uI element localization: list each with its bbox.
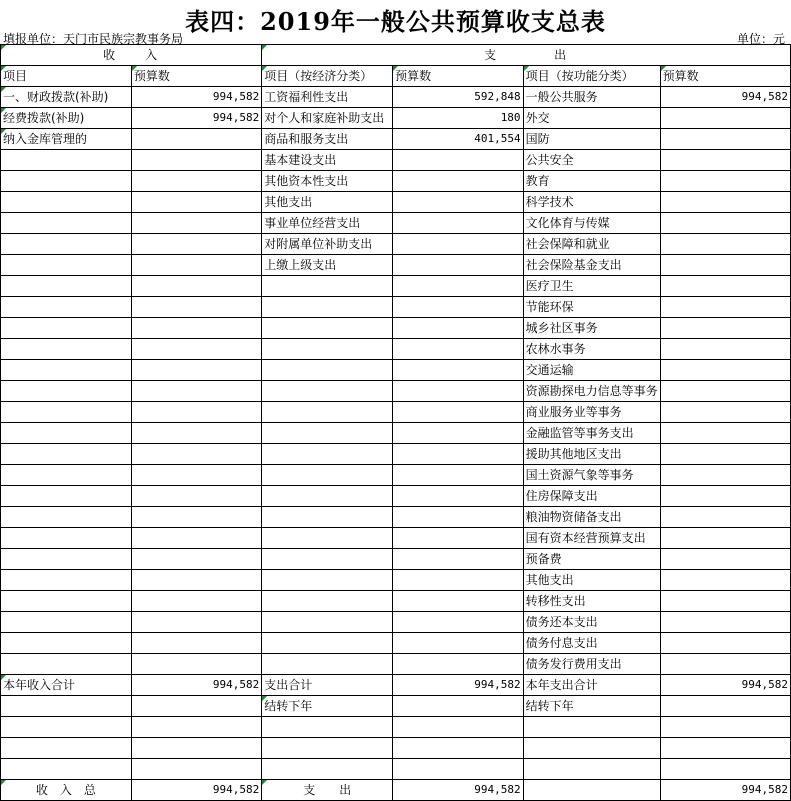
col-item-econ-header: 项目（按经济分类）: [262, 66, 393, 87]
totals-row: [1, 675, 791, 696]
func-item: 粮油物资储备支出: [523, 507, 660, 528]
econ-item-empty: [262, 486, 393, 507]
econ-total-value: 994,582: [393, 675, 523, 696]
table-row: [1, 108, 791, 129]
econ-item-empty: [262, 318, 393, 339]
func-item: 社会保险基金支出: [523, 255, 660, 276]
func-value: 994,582: [660, 87, 790, 108]
func-item: 国防: [523, 129, 660, 150]
econ-value-empty: [393, 465, 523, 486]
table-row: [1, 549, 791, 570]
econ-item-empty: [262, 381, 393, 402]
func-value: [660, 297, 790, 318]
econ-value-empty: [393, 486, 523, 507]
income-value-empty: [131, 612, 261, 633]
econ-value-empty: [393, 633, 523, 654]
func-total-label: 本年支出合计: [523, 675, 660, 696]
func-value: [660, 486, 790, 507]
func-item: 城乡社区事务: [523, 318, 660, 339]
func-item: 交通运输: [523, 360, 660, 381]
econ-value-empty: [393, 339, 523, 360]
econ-value-empty: [393, 318, 523, 339]
income-item-empty: [1, 507, 132, 528]
table-row: [1, 192, 791, 213]
income-item-empty: [1, 339, 132, 360]
col-budget-header: 预算数: [393, 66, 523, 87]
econ-value-empty: [393, 591, 523, 612]
empty-cell: [131, 696, 261, 717]
income-value-empty: [131, 591, 261, 612]
econ-item-empty: [262, 570, 393, 591]
func-value: [660, 213, 790, 234]
col-budget-header: 预算数: [131, 66, 261, 87]
econ-item-empty: [262, 444, 393, 465]
income-value: [131, 129, 261, 150]
econ-value: 180: [393, 108, 523, 129]
table-row: [1, 528, 791, 549]
econ-item-empty: [262, 654, 393, 675]
econ-item-empty: [262, 591, 393, 612]
empty-cell: [1, 717, 132, 738]
table-row: [1, 423, 791, 444]
func-item: 债务付息支出: [523, 633, 660, 654]
income-item-empty: [1, 570, 132, 591]
table-row: [1, 507, 791, 528]
empty-cell: [523, 738, 660, 759]
func-item: 国土资源气象等事务: [523, 465, 660, 486]
income-value-empty: [131, 549, 261, 570]
income-value: 994,582: [131, 87, 261, 108]
income-item-empty: [1, 381, 132, 402]
grand-total-row: [1, 780, 791, 801]
table-row: [1, 612, 791, 633]
income-value-empty: [131, 486, 261, 507]
econ-item-empty: [262, 297, 393, 318]
empty-cell: [660, 696, 790, 717]
func-item: 农林水事务: [523, 339, 660, 360]
table-row: [1, 465, 791, 486]
func-value: [660, 360, 790, 381]
col-item-func-header: 项目（按功能分类）: [523, 66, 660, 87]
income-item-empty: [1, 297, 132, 318]
income-value-empty: [131, 171, 261, 192]
income-item-empty: [1, 402, 132, 423]
econ-item-empty: [262, 612, 393, 633]
income-item: 一、财政拨款(补助): [1, 87, 132, 108]
func-item: 科学技术: [523, 192, 660, 213]
econ-item-empty: [262, 402, 393, 423]
table-row: [1, 234, 791, 255]
econ-value: [393, 213, 523, 234]
econ-total-label: 支出合计: [262, 675, 393, 696]
func-value: [660, 381, 790, 402]
econ-item-empty: [262, 276, 393, 297]
table-row: [1, 297, 791, 318]
econ-value-empty: [393, 654, 523, 675]
econ-item: 基本建设支出: [262, 150, 393, 171]
func-total-value: 994,582: [660, 675, 790, 696]
empty-cell: [1, 738, 132, 759]
func-value: [660, 339, 790, 360]
econ-value: 592,848: [393, 87, 523, 108]
empty-cell: [393, 696, 523, 717]
expense-header: 支 出: [262, 45, 791, 66]
table-row: [1, 87, 791, 108]
econ-value: [393, 255, 523, 276]
carry-func-label: 结转下年: [523, 696, 660, 717]
empty-cell: [393, 717, 523, 738]
econ-item-empty: [262, 465, 393, 486]
income-item-empty: [1, 171, 132, 192]
func-item: 转移性支出: [523, 591, 660, 612]
empty-cell: [660, 738, 790, 759]
income-item-empty: [1, 213, 132, 234]
econ-value: [393, 150, 523, 171]
empty-cell: [131, 759, 261, 780]
income-value-empty: [131, 570, 261, 591]
func-item: 预备费: [523, 549, 660, 570]
currency-unit: 单位：元: [736, 32, 785, 46]
econ-item-empty: [262, 423, 393, 444]
income-value-empty: [131, 528, 261, 549]
econ-value: [393, 192, 523, 213]
income-value-empty: [131, 150, 261, 171]
income-value-empty: [131, 234, 261, 255]
blank-row: [1, 717, 791, 738]
func-item: 债务发行费用支出: [523, 654, 660, 675]
table-row: [1, 150, 791, 171]
income-item: 经费拨款(补助): [1, 108, 132, 129]
income-item-empty: [1, 276, 132, 297]
income-item-empty: [1, 549, 132, 570]
econ-item: 工资福利性支出: [262, 87, 393, 108]
filing-unit: 填报单位：天门市民族宗教事务局: [3, 32, 184, 46]
econ-value-empty: [393, 570, 523, 591]
income-item-empty: [1, 465, 132, 486]
econ-value-empty: [393, 612, 523, 633]
table-row: [1, 360, 791, 381]
income-value-empty: [131, 297, 261, 318]
empty-cell: [660, 717, 790, 738]
income-item: 纳入金库管理的: [1, 129, 132, 150]
func-item: 国有资本经营预算支出: [523, 528, 660, 549]
econ-item: 上缴上级支出: [262, 255, 393, 276]
econ-item-empty: [262, 507, 393, 528]
blank-row: [1, 759, 791, 780]
func-value: [660, 570, 790, 591]
empty-cell: [131, 717, 261, 738]
income-item-empty: [1, 234, 132, 255]
func-item: 外交: [523, 108, 660, 129]
income-value-empty: [131, 192, 261, 213]
func-value: [660, 507, 790, 528]
income-item-empty: [1, 423, 132, 444]
income-value-empty: [131, 213, 261, 234]
table-row: [1, 654, 791, 675]
income-value-empty: [131, 633, 261, 654]
table-row: [1, 129, 791, 150]
func-value: [660, 402, 790, 423]
grand-income-label: 收 入 总: [1, 780, 132, 801]
econ-value-empty: [393, 360, 523, 381]
func-value: [660, 255, 790, 276]
empty-cell: [1, 696, 132, 717]
income-item-empty: [1, 486, 132, 507]
func-item: 金融监管等事务支出: [523, 423, 660, 444]
func-value: [660, 129, 790, 150]
income-item-empty: [1, 612, 132, 633]
func-item: 社会保障和就业: [523, 234, 660, 255]
income-item-empty: [1, 318, 132, 339]
econ-value: 401,554: [393, 129, 523, 150]
func-item: 其他支出: [523, 570, 660, 591]
func-item: 节能环保: [523, 297, 660, 318]
blank-row: [1, 738, 791, 759]
income-value-empty: [131, 402, 261, 423]
econ-value-empty: [393, 276, 523, 297]
empty-cell: [523, 717, 660, 738]
income-item-empty: [1, 654, 132, 675]
empty-cell: [1, 759, 132, 780]
table-row: [1, 255, 791, 276]
table-row: [1, 339, 791, 360]
table-row: [1, 213, 791, 234]
table-row: [1, 318, 791, 339]
func-item: 文化体育与传媒: [523, 213, 660, 234]
empty-cell: [393, 738, 523, 759]
func-item: 债务还本支出: [523, 612, 660, 633]
func-value: [660, 150, 790, 171]
econ-item: 商品和服务支出: [262, 129, 393, 150]
grand-expense-label: 支 出: [262, 780, 393, 801]
func-item: 教育: [523, 171, 660, 192]
income-item-empty: [1, 591, 132, 612]
func-value: [660, 549, 790, 570]
empty-cell: [131, 738, 261, 759]
table-row: [1, 486, 791, 507]
income-item-empty: [1, 528, 132, 549]
func-item: 一般公共服务: [523, 87, 660, 108]
table-row: [1, 570, 791, 591]
func-value: [660, 318, 790, 339]
econ-item-empty: [262, 339, 393, 360]
empty-cell: [523, 759, 660, 780]
income-value-empty: [131, 507, 261, 528]
func-item: 援助其他地区支出: [523, 444, 660, 465]
income-value-empty: [131, 318, 261, 339]
func-value: [660, 171, 790, 192]
table-row: [1, 591, 791, 612]
empty-cell: [262, 717, 393, 738]
econ-item: 事业单位经营支出: [262, 213, 393, 234]
econ-value-empty: [393, 528, 523, 549]
econ-value-empty: [393, 444, 523, 465]
income-header: 收 入: [1, 45, 262, 66]
func-value: [660, 612, 790, 633]
grand-expense-value: 994,582: [393, 780, 523, 801]
econ-value-empty: [393, 507, 523, 528]
grand-income-value: 994,582: [131, 780, 261, 801]
income-total-label: 本年收入合计: [1, 675, 132, 696]
income-value-empty: [131, 339, 261, 360]
econ-item: 其他资本性支出: [262, 171, 393, 192]
income-value-empty: [131, 465, 261, 486]
col-budget-header: 预算数: [660, 66, 790, 87]
table-row: [1, 276, 791, 297]
income-value-empty: [131, 444, 261, 465]
empty-cell: [393, 759, 523, 780]
func-item: 医疗卫生: [523, 276, 660, 297]
empty-cell: [262, 759, 393, 780]
income-value-empty: [131, 255, 261, 276]
econ-value-empty: [393, 423, 523, 444]
table-row: [1, 171, 791, 192]
econ-value-empty: [393, 381, 523, 402]
func-item: 公共安全: [523, 150, 660, 171]
econ-item-empty: [262, 633, 393, 654]
empty-cell: [523, 780, 660, 801]
empty-cell: [262, 738, 393, 759]
econ-item-empty: [262, 360, 393, 381]
func-value: [660, 633, 790, 654]
func-value: [660, 465, 790, 486]
econ-value-empty: [393, 402, 523, 423]
econ-value: [393, 234, 523, 255]
income-value-empty: [131, 276, 261, 297]
page-title: 表四：2019年一般公共预算收支总表: [185, 7, 606, 36]
func-item: 住房保障支出: [523, 486, 660, 507]
income-value: 994,582: [131, 108, 261, 129]
econ-item: 对个人和家庭补助支出: [262, 108, 393, 129]
func-value: [660, 654, 790, 675]
income-value-empty: [131, 381, 261, 402]
income-item-empty: [1, 192, 132, 213]
income-value-empty: [131, 654, 261, 675]
income-total-value: 994,582: [131, 675, 261, 696]
func-value: [660, 192, 790, 213]
func-value: [660, 591, 790, 612]
econ-item-empty: [262, 549, 393, 570]
econ-value-empty: [393, 549, 523, 570]
income-item-empty: [1, 255, 132, 276]
grand-func-value: 994,582: [660, 780, 790, 801]
budget-table: [0, 44, 791, 801]
func-item: 商业服务业等事务: [523, 402, 660, 423]
table-row: [1, 444, 791, 465]
income-item-empty: [1, 360, 132, 381]
func-value: [660, 528, 790, 549]
income-item-empty: [1, 150, 132, 171]
income-value-empty: [131, 360, 261, 381]
table-row: [1, 402, 791, 423]
econ-value: [393, 171, 523, 192]
table-row: [1, 381, 791, 402]
income-value-empty: [131, 423, 261, 444]
econ-item-empty: [262, 528, 393, 549]
econ-value-empty: [393, 297, 523, 318]
income-item-empty: [1, 633, 132, 654]
func-item: 资源勘探电力信息等事务: [523, 381, 660, 402]
col-item-header: 项目: [1, 66, 132, 87]
carry-row: [1, 696, 791, 717]
func-value: [660, 276, 790, 297]
empty-cell: [660, 759, 790, 780]
income-item-empty: [1, 444, 132, 465]
func-value: [660, 444, 790, 465]
func-value: [660, 234, 790, 255]
econ-item: 其他支出: [262, 192, 393, 213]
econ-item: 对附属单位补助支出: [262, 234, 393, 255]
func-value: [660, 108, 790, 129]
func-value: [660, 423, 790, 444]
carry-econ-label: 结转下年: [262, 696, 393, 717]
table-row: [1, 633, 791, 654]
